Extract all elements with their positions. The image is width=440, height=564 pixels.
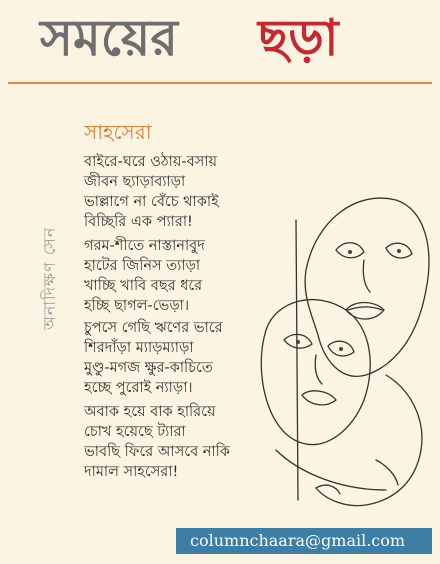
poem-line: খাচ্ছি খাবি বছর ধরে — [84, 278, 203, 294]
poem-line: চুপসে গেছি ঋণের ভারে — [84, 320, 223, 336]
poem-line: হচ্ছে পুরোই ন্যাড়া। — [84, 380, 193, 396]
poem-line: ভাল্লাগে না বেঁচে থাকাই — [84, 194, 219, 210]
poem-line: জীবন ছ্যাড়াব্যাড়া — [84, 174, 186, 190]
poem-line: ভাবছি ফিরে আসবে নাকি — [84, 444, 230, 460]
header-divider — [8, 82, 432, 84]
poem-line: মুণ্ডু-মগজ ক্ষুর-কাচিতে — [84, 360, 213, 376]
column-title-part1: সময়ের — [40, 8, 178, 67]
poem-line: হাটের জিনিস ত্যাড়া — [84, 258, 201, 274]
poem-line: হচ্ছি ছাগল-ভেড়া। — [84, 298, 190, 314]
poem-line: দামাল সাহসেরা! — [84, 464, 179, 480]
poem-line: অবাক হয়ে বাক হারিয়ে — [84, 404, 216, 420]
masks-illustration — [236, 160, 436, 520]
poem-line: গরম-শীতে নাস্তানাবুদ — [84, 238, 205, 254]
masthead — [0, 0, 440, 82]
poem-line: চোখ হয়েছে ট্যারা — [84, 424, 186, 440]
contact-email[interactable]: columnchaara@gmail.com — [190, 531, 406, 550]
poem-line: বাইরে-ঘরে ওঠায়-বসায় — [84, 154, 218, 170]
author-name: অনাদিক্ষণ সেন — [40, 226, 59, 330]
poem-title: সাহসেরা — [84, 120, 152, 144]
poem-line: শিরদাঁড়া ম্যাড়ম্যাড়া — [84, 340, 194, 356]
poem-line: বিচ্ছিরি এক প্যারা! — [84, 214, 193, 230]
column-title-part2: ছড়া — [258, 8, 339, 67]
